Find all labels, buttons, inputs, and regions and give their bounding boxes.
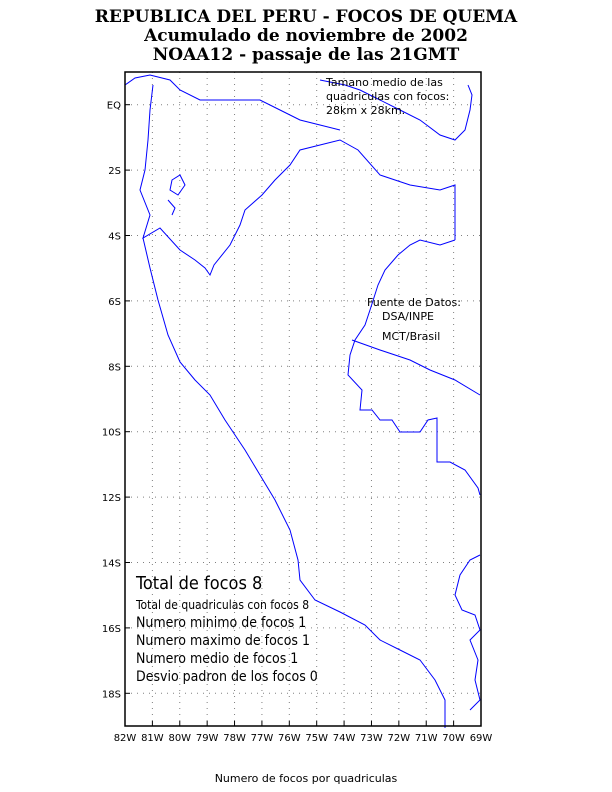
legend-caption: Numero de focos por quadriculas <box>214 772 398 785</box>
lon-label-80W: 80W <box>168 733 192 744</box>
lon-label-75W: 75W <box>305 733 329 744</box>
data-source-line-1: DSA/INPE <box>382 310 434 323</box>
stats-desvio: Desvio padron de los focos 0 <box>136 669 318 685</box>
lon-label-70W: 70W <box>442 733 465 744</box>
lat-label-10S: 10S <box>101 427 121 439</box>
lon-label-72W: 72W <box>387 733 411 744</box>
gulf-of-guayaquil <box>170 175 185 195</box>
grid-note-line-1: Tamano medio de las <box>326 76 443 89</box>
lon-label-69W: 69W <box>469 733 493 744</box>
lat-label-6S: 6S <box>108 296 121 308</box>
map-title-line-3: NOAA12 - passaje de las 21GMT <box>152 45 460 65</box>
lon-label-71W: 71W <box>414 733 438 744</box>
grid-note-line-2: quadriculas con focos: <box>326 90 450 103</box>
lon-label-78W: 78W <box>223 733 246 744</box>
ecuador-north-coast <box>125 75 340 130</box>
lon-label-77W: 77W <box>250 733 274 744</box>
bolivia-chile-border <box>455 555 480 710</box>
peru-border-east <box>348 240 480 495</box>
lon-label-76W: 76W <box>277 733 301 744</box>
lat-label-4S: 4S <box>108 231 121 243</box>
longitude-labels <box>114 733 493 744</box>
grid-note-line-3: 28km x 28km. <box>326 104 406 117</box>
stats-medio: Numero medio de focos 1 <box>136 651 299 667</box>
lon-label-79W: 79W <box>195 733 219 744</box>
lat-label-14S: 14S <box>101 558 121 570</box>
lat-label-12S: 12S <box>101 493 121 505</box>
lat-label-8S: 8S <box>108 362 121 374</box>
data-source-line-2: MCT/Brasil <box>382 330 441 343</box>
map-title-line-2: Acumulado de noviembre de 2002 <box>144 26 468 46</box>
lon-label-73W: 73W <box>360 733 383 744</box>
stats-total-quadriculas: Total de quadriculas con focos 8 <box>136 598 310 612</box>
latitude-labels <box>102 101 121 701</box>
grid-size-note <box>326 76 449 118</box>
stats-maximo: Numero maximo de focos 1 <box>136 633 310 649</box>
lat-label-2S: 2S <box>108 166 121 178</box>
lon-label-81W: 81W <box>141 733 164 744</box>
lat-label-16S: 16S <box>101 623 121 635</box>
lat-label-EQ: EQ <box>106 100 121 112</box>
northern-coast-islands <box>168 200 175 215</box>
map-title-line-1: REPUBLICA DEL PERU - FOCOS DE QUEMA <box>94 7 518 27</box>
lon-label-74W: 74W <box>332 733 356 744</box>
stats-minimo: Numero minimo de focos 1 <box>136 615 307 631</box>
stats-total-focos: Total de focos 8 <box>136 573 263 594</box>
lat-label-18S: 18S <box>101 689 121 701</box>
data-source-label: Fuente de Datos: <box>367 296 461 309</box>
lon-label-82W: 82W <box>113 733 137 744</box>
